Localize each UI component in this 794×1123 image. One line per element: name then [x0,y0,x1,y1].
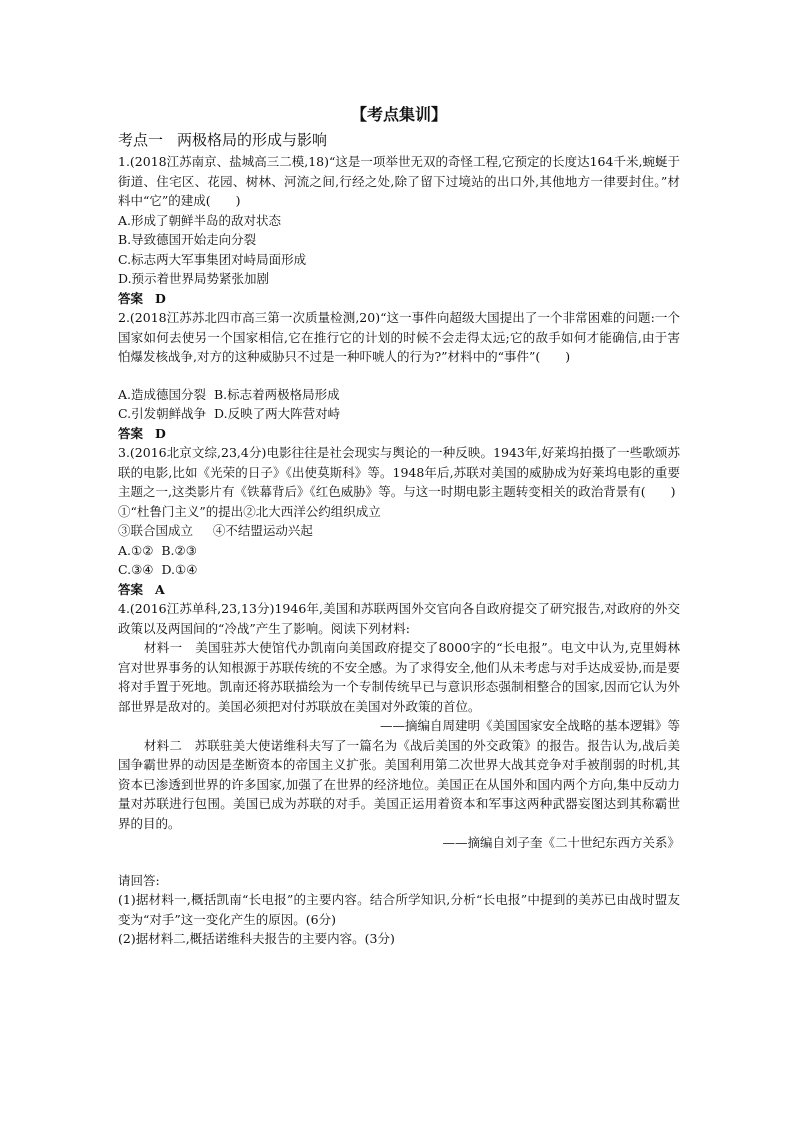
option-b: B.②③ [161,542,197,558]
question-stem: 2.(2018江苏苏北四市高三第一次质量检测,20)“这一事件向超级大国提出了一个非常困难的问题:一个国家如何去使另一个国家相信,它在推行它的计划的时候不会走得太远;它的敌手如何才能确信,由于害怕爆发核战争,对方的这种威胁只不过是一种吓唬人的行为?”材料中的“事件”( ) [118,310,680,364]
options-row [118,560,680,580]
question-2 [118,308,680,443]
answer-line [118,424,680,444]
answer-prompt: 请回答: [118,872,160,888]
answer-line [118,289,680,309]
item-3: ③联合国成立 [118,523,194,538]
option-b: B.标志着两极格局形成 [213,386,340,402]
section-number: 考点一 [118,131,164,149]
option-b: B.导致德国开始走向分裂 [118,232,257,247]
option-d: D.反映了两大阵营对峙 [214,406,341,421]
question-3 [118,443,680,599]
item-row: ①“杜鲁门主义”的提出②北大西洋公约组织成立 [118,503,381,519]
answer-label: 答案 [118,581,144,597]
option-d: D.①④ [161,562,198,577]
options-row [118,385,680,405]
material-1: 材料一 美国驻苏大使馆代办凯南向美国政府提交了8000字的“长电报”。电文中认为,克里姆林宫对世界事务的认知根源于苏联传统的不安全感。为了求得安全,他们从未考虑与对手达成妥协,而是要将对手置于死地。凯南还将苏联描绘为一个专制传统早已与意识形态强制相整合的国家,因而它认为外部世界是敌对的。美国必须把对付苏联放在美国对外政策的首位。 [118,640,680,714]
option-c: C.标志两大军事集团对峙局面形成 [118,251,307,267]
question-stem: 4.(2016江苏单科,23,13分)1946年,美国和苏联两国外交官向各自政府提交了研究报告,对政府的外交政策以及两国间的“冷战”产生了影响。阅读下列材料: [118,601,680,636]
section-heading [118,130,680,150]
option-c: C.引发朝鲜战争 [118,406,207,421]
option-a: A.形成了朝鲜半岛的敌对状态 [118,212,282,228]
options-row [118,404,680,424]
question-stem: 3.(2016北京文综,23,4分)电影往往是社会现实与舆论的一种反映。1943年,好莱坞拍摄了一些歌颂苏联的电影,比如《光荣的日子》《出使莫斯科》等。1948年后,苏联对美国的威胁成为好莱坞电影的重要主题之一,这类影片有《铁幕背后》《红色威胁》等。与这一时期电影主题转变相关的政治背景有( ) [118,445,680,499]
option-c: C.③④ [118,562,154,577]
question-stem: 1.(2018江苏南京、盐城高三二模,18)“这是一项举世无双的奇怪工程,它预定的长度达164千米,蜿蜒于街道、住宅区、花园、树林、河流之间,行经之处,除了留下过境站的出口外,其他地方一律要封住。”材料中“它”的建成( ) [118,154,680,208]
item-4: ④不结盟运动兴起 [212,523,313,538]
sub-question-1: (1)据材料一,概括凯南“长电报”的主要内容。结合所学知识,分析“长电报”中提到的美苏已由战时盟友变为“对手”这一变化产生的原因。(6分) [118,892,680,927]
sub-question-2: (2)据材料二,概括诺维科夫报告的主要内容。(3分) [118,931,395,946]
option-d: D.预示着世界局势紧张加剧 [118,271,270,286]
material-2-source: ——摘编自刘子奎《二十世纪东西方关系》 [442,835,680,850]
answer-value: D [155,290,166,306]
page-title: 【考点集训】 [350,105,447,124]
question-4 [118,599,680,949]
question-1 [118,152,680,308]
answer-label: 答案 [118,290,144,306]
section-title: 两极格局的形成与影响 [177,131,328,149]
answer-line [118,580,680,600]
item-row [118,521,680,541]
document-page [118,104,680,949]
answer-label: 答案 [118,425,144,441]
material-2: 材料二 苏联驻美大使诺维科夫写了一篇名为《战后美国的外交政策》的报告。报告认为,战后美国争霸世界的动因是垄断资本的帝国主义扩张。美国利用第二次世界大战其竞争对手被削弱的时机,其资本已渗透到世界的许多国家,加强了在世界的经济地位。美国正在从国外和国内两个方向,集中反动力量对苏联进行包围。美国已成为苏联的对手。美国正运用着资本和军事这两种武器妄图达到其称霸世界的目的。 [118,737,680,831]
options-row [118,541,680,561]
answer-value: D [155,425,166,441]
option-a: A.①② [118,542,154,558]
material-1-source: ——摘编自周建明《美国国家安全战略的基本逻辑》等 [379,718,680,733]
option-a: A.造成德国分裂 [118,386,207,402]
answer-value: A [155,581,165,597]
